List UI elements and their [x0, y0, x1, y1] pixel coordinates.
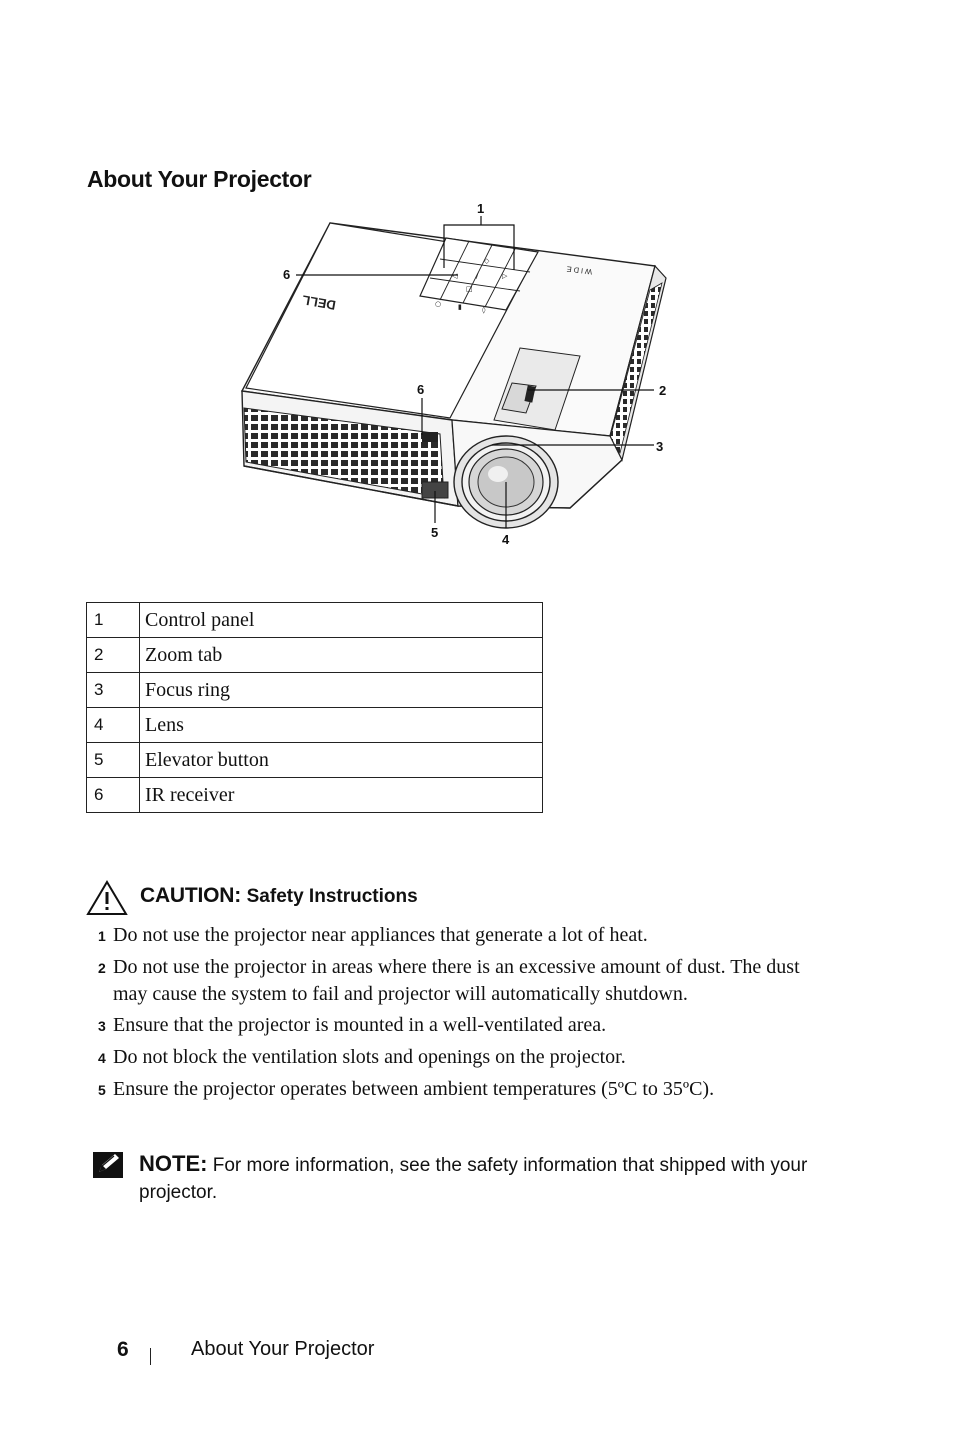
caution-header [86, 880, 846, 920]
item-number: 1 [98, 928, 106, 944]
note-pencil-icon [93, 1150, 125, 1180]
svg-text:◁: ◁ [452, 272, 458, 280]
table-row [87, 638, 543, 673]
page-heading: About Your Projector [87, 166, 312, 192]
caution-list [98, 922, 838, 1108]
part-number: 6 [87, 778, 140, 813]
svg-text:◊: ◊ [482, 306, 486, 314]
table-row [87, 778, 543, 813]
item-text: Do not use the projector in areas where there is an excessive amount of dust. The dust may cause the system to fail and projector will automatically shutdown. [113, 956, 800, 1005]
caution-subtitle: Safety Instructions [246, 886, 418, 907]
callout-2: 2 [659, 383, 667, 398]
note-keyword: NOTE: [139, 1151, 208, 1176]
parts-table [86, 602, 543, 813]
svg-text:▮: ▮ [458, 303, 462, 311]
callout-6-front: 6 [417, 382, 425, 397]
part-label: Lens [140, 708, 543, 743]
part-number: 5 [87, 743, 140, 778]
projector-illustration [230, 198, 680, 550]
list-item [98, 1044, 838, 1071]
item-number: 5 [98, 1082, 106, 1098]
page-footer [0, 1336, 954, 1376]
svg-text:▷: ▷ [502, 272, 508, 280]
table-row [87, 603, 543, 638]
ir-receiver-front [422, 432, 438, 442]
item-number: 2 [98, 960, 106, 976]
item-text: Ensure the projector operates between ambient temperatures (5ºC to 35ºC). [113, 1078, 715, 1100]
brand-logo: DELL [300, 292, 337, 314]
part-number: 1 [87, 603, 140, 638]
table-row [87, 708, 543, 743]
callout-4: 4 [502, 532, 510, 547]
part-number: 4 [87, 708, 140, 743]
caution-title [140, 884, 418, 908]
caution-block [86, 880, 846, 1100]
footer-divider [150, 1348, 151, 1365]
part-label: Control panel [140, 603, 543, 638]
item-number: 4 [98, 1050, 106, 1066]
part-label: Focus ring [140, 673, 543, 708]
svg-text:◇: ◇ [484, 257, 490, 265]
warning-triangle-icon [86, 880, 128, 916]
caution-keyword: CAUTION: [140, 884, 242, 907]
part-label: Elevator button [140, 743, 543, 778]
wide-label: WIDE [564, 264, 593, 277]
note-text [139, 1150, 839, 1206]
callout-3: 3 [656, 439, 664, 454]
item-text: Do not block the ventilation slots and openings on the projector. [113, 1046, 626, 1068]
svg-text:□: □ [466, 285, 473, 293]
list-item [98, 954, 838, 1007]
item-text: Do not use the projector near appliances that generate a lot of heat. [113, 924, 648, 946]
footer-title: About Your Projector [191, 1338, 375, 1360]
item-number: 3 [98, 1018, 106, 1034]
callout-5: 5 [431, 525, 439, 540]
part-label: Zoom tab [140, 638, 543, 673]
part-label: IR receiver [140, 778, 543, 813]
list-item [98, 922, 838, 949]
list-item [98, 1012, 838, 1039]
note-body: For more information, see the safety information that shipped with your projector. [139, 1155, 808, 1203]
part-number: 3 [87, 673, 140, 708]
callout-1: 1 [477, 201, 485, 216]
page-number: 6 [117, 1338, 129, 1361]
callout-6-top: 6 [283, 267, 291, 282]
list-item [98, 1076, 838, 1103]
table-row [87, 743, 543, 778]
svg-text:○: ○ [435, 300, 442, 308]
item-text: Ensure that the projector is mounted in a well-ventilated area. [113, 1014, 607, 1036]
svg-text:/: / [476, 272, 479, 280]
table-row [87, 673, 543, 708]
part-number: 2 [87, 638, 140, 673]
